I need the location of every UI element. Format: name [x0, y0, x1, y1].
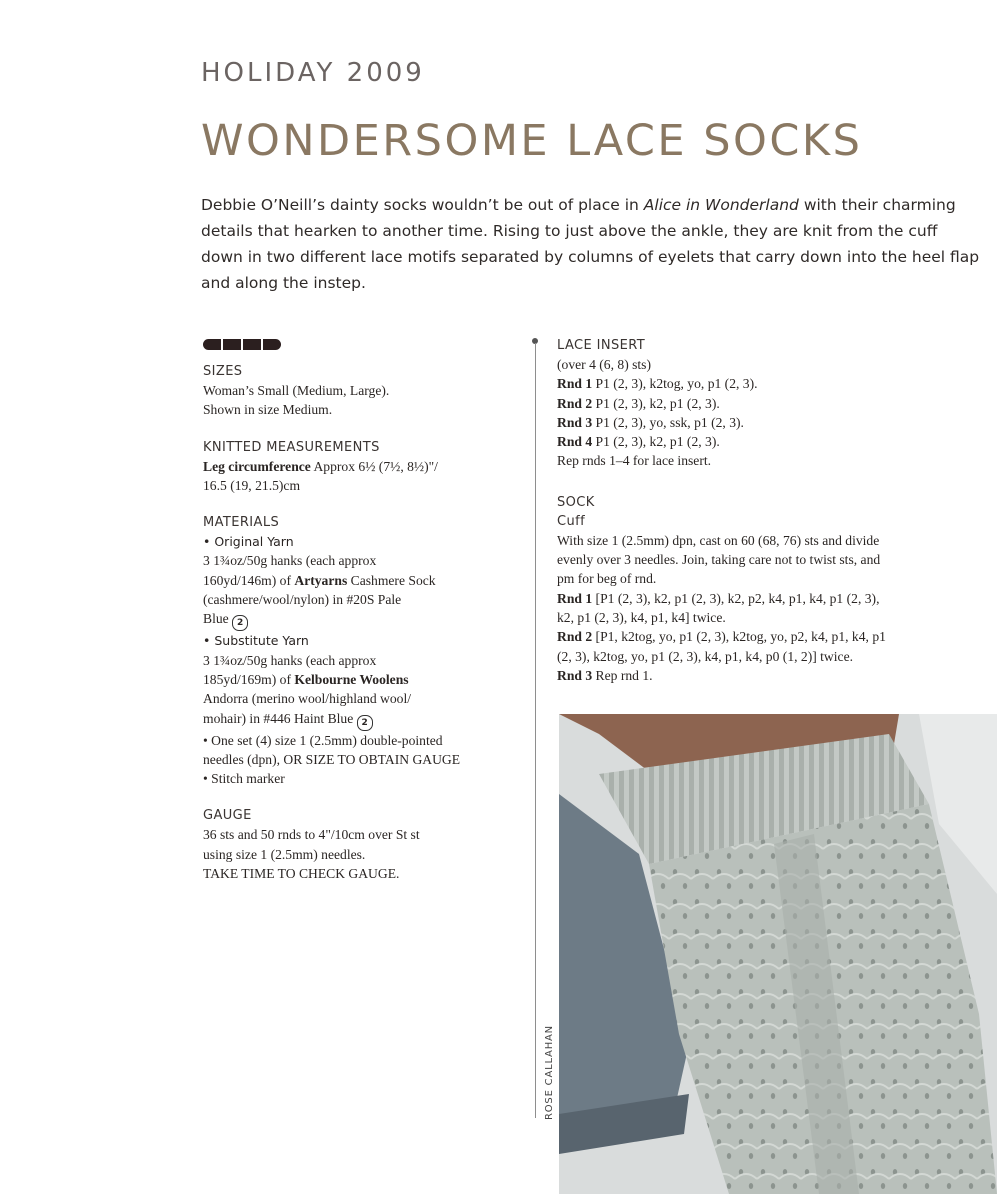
- lace-row: Rnd 3 P1 (2, 3), yo, ssk, p1 (2, 3).: [557, 414, 744, 430]
- materials-line: 3 1¾oz/50g hanks (each approx: [203, 553, 377, 569]
- cuff-line: pm for beg of rnd.: [557, 571, 657, 587]
- measurements-heading: KNITTED MEASUREMENTS: [203, 439, 380, 455]
- sock-photo: [559, 714, 997, 1194]
- materials-line: Andorra (merino wool/highland wool/: [203, 691, 412, 707]
- gauge-line: TAKE TIME TO CHECK GAUGE.: [203, 866, 400, 882]
- original-yarn-label: • Original Yarn: [203, 534, 294, 550]
- yarn-weight-icon: 2: [232, 615, 248, 631]
- intro-paragraph: [201, 192, 981, 296]
- materials-line: needles (dpn), OR SIZE TO OBTAIN GAUGE: [203, 751, 461, 767]
- measurement-line: Leg circumference Approx 6½ (7½, 8½)"/: [203, 458, 438, 474]
- materials-line: 3 1¾oz/50g hanks (each approx: [203, 652, 377, 668]
- column-divider: [535, 343, 536, 1118]
- gauge-line: 36 sts and 50 rnds to 4"/10cm over St st: [203, 827, 420, 843]
- cuff-line: evenly over 3 needles. Join, taking care not to twist sts, and: [557, 552, 881, 568]
- sock-row: Rnd 3 Rep rnd 1.: [557, 667, 653, 683]
- materials-heading: MATERIALS: [203, 515, 280, 531]
- original-brand: Artyarns: [294, 572, 348, 588]
- materials-line: Blue 2: [203, 609, 523, 631]
- measurement-line: 16.5 (19, 21.5)cm: [203, 477, 301, 493]
- materials-line: • One set (4) size 1 (2.5mm) double-pointed: [203, 732, 443, 748]
- lace-row: Rnd 2 P1 (2, 3), k2, p1 (2, 3).: [557, 395, 720, 411]
- gauge-line: using size 1 (2.5mm) needles.: [203, 846, 366, 862]
- lace-insert-heading: LACE INSERT: [557, 338, 646, 353]
- sock-row-cont: k2, p1 (2, 3), k4, p1, k4] twice.: [557, 609, 726, 625]
- left-column: [203, 339, 523, 883]
- substitute-yarn-label: • Substitute Yarn: [203, 633, 309, 649]
- sizes-heading: SIZES: [203, 364, 243, 379]
- issue-label: HOLIDAY 2009: [201, 58, 425, 88]
- materials-line: mohair) in #446 Haint Blue 2: [203, 709, 523, 731]
- sock-heading: SOCK: [557, 494, 595, 510]
- intro-text-1: Debbie O’Neill’s dainty socks wouldn’t be out of place in: [201, 196, 644, 214]
- materials-line: 160yd/146m) of Artyarns Cashmere Sock: [203, 572, 436, 588]
- yarn-weight-icon: 2: [357, 715, 373, 731]
- cuff-heading: Cuff: [557, 513, 586, 529]
- lace-insert-sub: (over 4 (6, 8) sts): [557, 357, 652, 372]
- intro-text-2: with their charming details that hearken to another time. Rising to just above the ankle, they are knit from the cuff down in two different lace motifs separated by columns of eyelets that carry down into the heel flap and along the instep.: [201, 196, 980, 292]
- sock-row: Rnd 1 [P1 (2, 3), k2, p1 (2, 3), k2, p2, k4, p1, k4, p1 (2, 3),: [557, 590, 880, 606]
- lace-row: Rnd 4 P1 (2, 3), k2, p1 (2, 3).: [557, 434, 720, 450]
- materials-line: 185yd/169m) of Kelbourne Woolens: [203, 671, 409, 687]
- cuff-line: With size 1 (2.5mm) dpn, cast on 60 (68, 76) sts and divide: [557, 532, 880, 548]
- skill-level-bars-icon: [203, 339, 523, 352]
- measurement-label: Leg circumference: [203, 458, 311, 474]
- photo-credit: ROSE CALLAHAN: [544, 1025, 555, 1120]
- sock-row: Rnd 2 [P1, k2tog, yo, p1 (2, 3), k2tog, yo, p2, k4, p1, k4, p1: [557, 629, 886, 645]
- substitute-brand: Kelbourne Woolens: [294, 671, 409, 687]
- sock-row-cont: (2, 3), k2tog, yo, p1 (2, 3), k4, p1, k4, p0 (1, 2)] twice.: [557, 648, 853, 664]
- intro-italic-title: Alice in Wonderland: [643, 196, 799, 214]
- pattern-title: WONDERSOME LACE SOCKS: [201, 116, 863, 166]
- materials-line: (cashmere/wool/nylon) in #20S Pale: [203, 592, 402, 608]
- lace-row: Rnd 1 P1 (2, 3), k2tog, yo, p1 (2, 3).: [557, 376, 758, 392]
- sizes-line: Shown in size Medium.: [203, 402, 333, 418]
- right-column: [557, 336, 982, 685]
- lace-repeat: Rep rnds 1–4 for lace insert.: [557, 453, 712, 469]
- gauge-heading: GAUGE: [203, 808, 252, 824]
- sizes-line: Woman’s Small (Medium, Large).: [203, 383, 390, 398]
- materials-line: • Stitch marker: [203, 771, 285, 787]
